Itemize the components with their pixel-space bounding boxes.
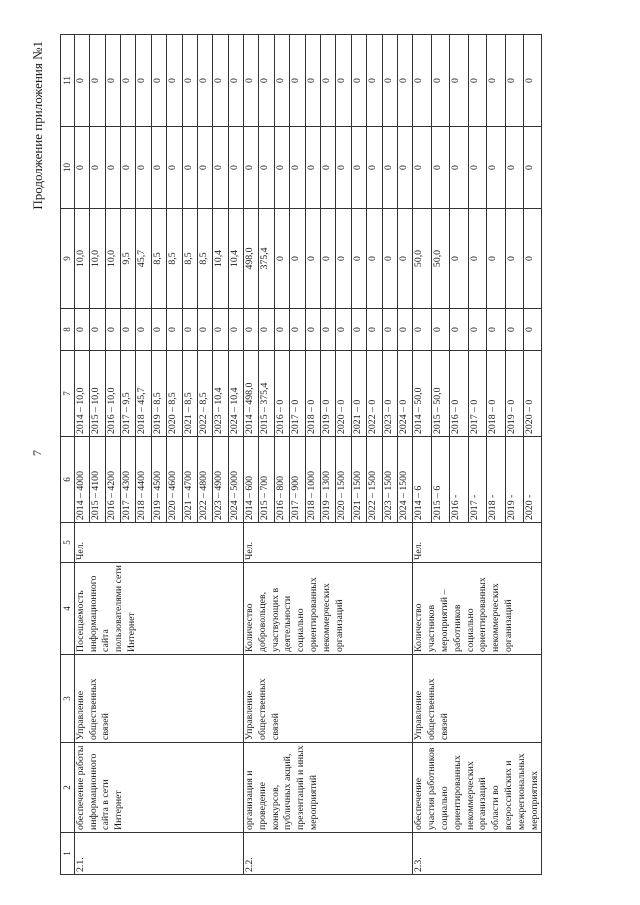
- local-budget: 0: [244, 127, 259, 209]
- funding-total: 2022 – 8,5: [197, 351, 212, 437]
- table-row: [74, 35, 89, 875]
- target-value: 2020 -: [523, 437, 541, 523]
- funding-total: 2016 – 0: [450, 351, 468, 437]
- other-sources: 0: [197, 35, 212, 127]
- federal-budget: 0: [105, 309, 120, 351]
- funding-total: 2018 – 45,7: [136, 351, 151, 437]
- other-sources: 0: [505, 35, 523, 127]
- funding-total: 2015 – 375,4: [259, 351, 274, 437]
- target-value: 2017 – 4300: [120, 437, 135, 523]
- other-sources: 0: [213, 35, 228, 127]
- page-number: 7: [30, 450, 44, 456]
- target-value: 2016 – 4200: [105, 437, 120, 523]
- table-body: [74, 35, 542, 875]
- funding-total: 2014 – 10,0: [74, 351, 89, 437]
- other-sources: 0: [367, 35, 382, 127]
- local-budget: 0: [197, 127, 212, 209]
- measure-name: организация и проведение конкурсов, публичных акций, презентаций и иных мероприятий: [244, 743, 413, 833]
- regional-budget: 0: [290, 209, 305, 309]
- target-value: 2016 – 800: [274, 437, 289, 523]
- local-budget: 0: [105, 127, 120, 209]
- other-sources: 0: [74, 35, 89, 127]
- other-sources: 0: [382, 35, 397, 127]
- funding-total: 2023 – 0: [382, 351, 397, 437]
- executor-name: Управление общественных связей: [74, 655, 243, 743]
- target-value: 2017 – 900: [290, 437, 305, 523]
- target-value: 2023 – 4900: [213, 437, 228, 523]
- funding-total: 2018 – 0: [305, 351, 320, 437]
- indicator-name: Посещаемость информационного сайта пользователями сети Интернет: [74, 563, 243, 655]
- local-budget: 0: [413, 127, 431, 209]
- funding-total: 2014 – 498,0: [244, 351, 259, 437]
- federal-budget: 0: [182, 309, 197, 351]
- funding-total: 2020 – 8,5: [167, 351, 182, 437]
- federal-budget: 0: [228, 309, 243, 351]
- regional-budget: 0: [305, 209, 320, 309]
- target-value: 2023 – 1500: [382, 437, 397, 523]
- federal-budget: 0: [321, 309, 336, 351]
- local-budget: 0: [259, 127, 274, 209]
- federal-budget: 0: [74, 309, 89, 351]
- col-header-10: 10: [61, 127, 75, 209]
- regional-budget: 0: [336, 209, 351, 309]
- federal-budget: 0: [213, 309, 228, 351]
- federal-budget: 0: [259, 309, 274, 351]
- local-budget: 0: [505, 127, 523, 209]
- other-sources: 0: [259, 35, 274, 127]
- target-value: 2018 -: [487, 437, 505, 523]
- target-value: 2018 – 1000: [305, 437, 320, 523]
- col-header-2: 2: [61, 743, 75, 833]
- target-value: 2024 – 5000: [228, 437, 243, 523]
- other-sources: 0: [274, 35, 289, 127]
- target-value: 2019 – 1300: [321, 437, 336, 523]
- other-sources: 0: [105, 35, 120, 127]
- other-sources: 0: [351, 35, 366, 127]
- local-budget: 0: [367, 127, 382, 209]
- other-sources: 0: [90, 35, 105, 127]
- regional-budget: 10,4: [213, 209, 228, 309]
- other-sources: 0: [151, 35, 166, 127]
- section-number: 2.3.: [413, 833, 542, 875]
- funding-total: 2017 – 0: [290, 351, 305, 437]
- other-sources: 0: [336, 35, 351, 127]
- target-value: 2020 – 1500: [336, 437, 351, 523]
- measure-name: обеспечение работы информационного сайта в сети Интернет: [74, 743, 243, 833]
- regional-budget: 8,5: [182, 209, 197, 309]
- other-sources: 0: [244, 35, 259, 127]
- target-value: 2014 – 600: [244, 437, 259, 523]
- local-budget: 0: [274, 127, 289, 209]
- target-value: 2022 – 1500: [367, 437, 382, 523]
- federal-budget: 0: [367, 309, 382, 351]
- federal-budget: 0: [413, 309, 431, 351]
- regional-budget: 50,0: [431, 209, 449, 309]
- col-header-11: 11: [61, 35, 75, 127]
- unit-cell: Чел.: [413, 523, 542, 563]
- col-header-6: 6: [61, 437, 75, 523]
- target-value: 2021 – 4700: [182, 437, 197, 523]
- federal-budget: 0: [431, 309, 449, 351]
- target-value: 2015 – 4100: [90, 437, 105, 523]
- indicator-name: Количество добровольцев, участвующих в деятельности социально ориентированных некоммерческих организаций: [244, 563, 413, 655]
- funding-total: 2015 – 50,0: [431, 351, 449, 437]
- regional-budget: 8,5: [151, 209, 166, 309]
- federal-budget: 0: [398, 309, 413, 351]
- federal-budget: 0: [90, 309, 105, 351]
- regional-budget: 10,0: [105, 209, 120, 309]
- section-number: 2.1.: [74, 833, 243, 875]
- target-value: 2015 – 6: [431, 437, 449, 523]
- local-budget: 0: [120, 127, 135, 209]
- regional-budget: 10,0: [74, 209, 89, 309]
- regional-budget: 0: [450, 209, 468, 309]
- other-sources: 0: [321, 35, 336, 127]
- unit-cell: Чел.: [244, 523, 413, 563]
- funding-total: 2020 – 0: [523, 351, 541, 437]
- section-number: 2.2.: [244, 833, 413, 875]
- funding-total: 2021 – 0: [351, 351, 366, 437]
- funding-total: 2024 – 0: [398, 351, 413, 437]
- local-budget: 0: [228, 127, 243, 209]
- local-budget: 0: [398, 127, 413, 209]
- col-header-8: 8: [61, 309, 75, 351]
- local-budget: 0: [450, 127, 468, 209]
- executor-name: Управление общественных связей: [413, 655, 542, 743]
- other-sources: 0: [431, 35, 449, 127]
- other-sources: 0: [450, 35, 468, 127]
- local-budget: 0: [523, 127, 541, 209]
- funding-total: 2016 – 10,0: [105, 351, 120, 437]
- col-header-3: 3: [61, 655, 75, 743]
- measure-name: обеспечение участия работников социально ориентированных некоммерческих организаций области во всероссийских и межрегиональных мероприятиях: [413, 743, 542, 833]
- target-value: 2016 -: [450, 437, 468, 523]
- header-row: [61, 35, 75, 875]
- federal-budget: 0: [305, 309, 320, 351]
- local-budget: 0: [382, 127, 397, 209]
- federal-budget: 0: [290, 309, 305, 351]
- local-budget: 0: [431, 127, 449, 209]
- federal-budget: 0: [151, 309, 166, 351]
- target-value: 2014 – 6: [413, 437, 431, 523]
- target-value: 2024 – 1500: [398, 437, 413, 523]
- target-value: 2022 – 4800: [197, 437, 212, 523]
- regional-budget: 0: [274, 209, 289, 309]
- regional-budget: 10,4: [228, 209, 243, 309]
- local-budget: 0: [74, 127, 89, 209]
- local-budget: 0: [351, 127, 366, 209]
- indicator-name: Количество участников мероприятий – работников социально ориентированных некоммерческих организаций: [413, 563, 542, 655]
- regional-budget: 0: [505, 209, 523, 309]
- regional-budget: 45,7: [136, 209, 151, 309]
- local-budget: 0: [468, 127, 486, 209]
- col-header-5: 5: [61, 523, 75, 563]
- col-header-9: 9: [61, 209, 75, 309]
- col-header-4: 4: [61, 563, 75, 655]
- regional-budget: 8,5: [167, 209, 182, 309]
- regional-budget: 10,0: [90, 209, 105, 309]
- local-budget: 0: [90, 127, 105, 209]
- federal-budget: 0: [167, 309, 182, 351]
- other-sources: 0: [413, 35, 431, 127]
- local-budget: 0: [182, 127, 197, 209]
- other-sources: 0: [120, 35, 135, 127]
- funding-total: 2023 – 10,4: [213, 351, 228, 437]
- target-value: 2021 – 1500: [351, 437, 366, 523]
- other-sources: 0: [136, 35, 151, 127]
- other-sources: 0: [167, 35, 182, 127]
- federal-budget: 0: [351, 309, 366, 351]
- federal-budget: 0: [382, 309, 397, 351]
- regional-budget: 0: [468, 209, 486, 309]
- local-budget: 0: [167, 127, 182, 209]
- funding-total: 2019 – 8,5: [151, 351, 166, 437]
- executor-name: Управление общественных связей: [244, 655, 413, 743]
- local-budget: 0: [336, 127, 351, 209]
- table-row: [244, 35, 259, 875]
- program-table: [60, 34, 542, 875]
- other-sources: 0: [523, 35, 541, 127]
- federal-budget: 0: [523, 309, 541, 351]
- federal-budget: 0: [244, 309, 259, 351]
- regional-budget: 0: [351, 209, 366, 309]
- federal-budget: 0: [336, 309, 351, 351]
- regional-budget: 0: [487, 209, 505, 309]
- target-value: 2015 – 700: [259, 437, 274, 523]
- other-sources: 0: [290, 35, 305, 127]
- target-value: 2017 -: [468, 437, 486, 523]
- local-budget: 0: [136, 127, 151, 209]
- federal-budget: 0: [274, 309, 289, 351]
- target-value: 2019 – 4500: [151, 437, 166, 523]
- local-budget: 0: [151, 127, 166, 209]
- other-sources: 0: [228, 35, 243, 127]
- regional-budget: 50,0: [413, 209, 431, 309]
- other-sources: 0: [305, 35, 320, 127]
- federal-budget: 0: [505, 309, 523, 351]
- federal-budget: 0: [136, 309, 151, 351]
- funding-total: 2017 – 9,5: [120, 351, 135, 437]
- funding-total: 2015 – 10,0: [90, 351, 105, 437]
- funding-total: 2018 – 0: [487, 351, 505, 437]
- target-value: 2020 – 4600: [167, 437, 182, 523]
- regional-budget: 9,5: [120, 209, 135, 309]
- unit-cell: Чел.: [74, 523, 243, 563]
- regional-budget: 0: [398, 209, 413, 309]
- local-budget: 0: [290, 127, 305, 209]
- funding-total: 2019 – 0: [321, 351, 336, 437]
- funding-total: 2016 – 0: [274, 351, 289, 437]
- local-budget: 0: [305, 127, 320, 209]
- rotated-content: [30, 35, 610, 875]
- federal-budget: 0: [120, 309, 135, 351]
- other-sources: 0: [487, 35, 505, 127]
- funding-total: 2021 – 8,5: [182, 351, 197, 437]
- funding-total: 2014 – 50,0: [413, 351, 431, 437]
- regional-budget: 0: [367, 209, 382, 309]
- target-value: 2014 – 4000: [74, 437, 89, 523]
- other-sources: 0: [398, 35, 413, 127]
- local-budget: 0: [321, 127, 336, 209]
- local-budget: 0: [487, 127, 505, 209]
- regional-budget: 498,0: [244, 209, 259, 309]
- regional-budget: 0: [523, 209, 541, 309]
- funding-total: 2024 – 10,4: [228, 351, 243, 437]
- funding-total: 2020 – 0: [336, 351, 351, 437]
- target-value: 2019 -: [505, 437, 523, 523]
- target-value: 2018 – 4400: [136, 437, 151, 523]
- federal-budget: 0: [487, 309, 505, 351]
- other-sources: 0: [468, 35, 486, 127]
- funding-total: 2019 – 0: [505, 351, 523, 437]
- regional-budget: 0: [321, 209, 336, 309]
- funding-total: 2017 – 0: [468, 351, 486, 437]
- federal-budget: 0: [450, 309, 468, 351]
- regional-budget: 8,5: [197, 209, 212, 309]
- table-row: [413, 35, 431, 875]
- appendix-label: Продолжение приложения №1: [30, 41, 45, 210]
- local-budget: 0: [213, 127, 228, 209]
- federal-budget: 0: [468, 309, 486, 351]
- col-header-1: 1: [61, 833, 75, 875]
- regional-budget: 375,4: [259, 209, 274, 309]
- regional-budget: 0: [382, 209, 397, 309]
- other-sources: 0: [182, 35, 197, 127]
- funding-total: 2022 – 0: [367, 351, 382, 437]
- federal-budget: 0: [197, 309, 212, 351]
- col-header-7: 7: [61, 351, 75, 437]
